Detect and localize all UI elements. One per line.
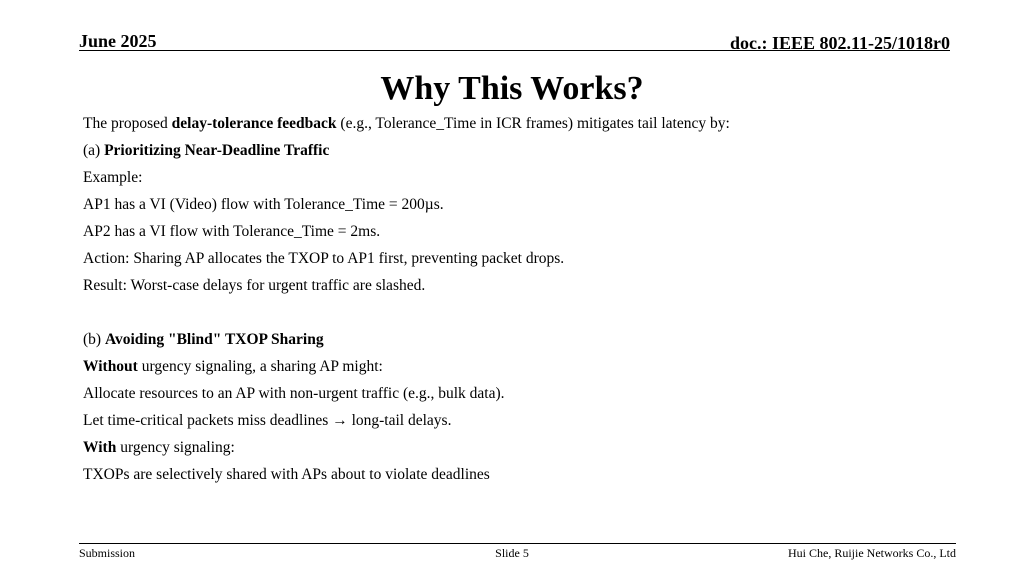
intro-suffix: (e.g., Tolerance_Time in ICR frames) mitigates tail latency by:: [336, 115, 730, 132]
section-b-prefix: (b): [83, 331, 105, 348]
section-b-title: Avoiding "Blind" TXOP Sharing: [104, 331, 324, 348]
section-a-line: Example:: [83, 169, 143, 186]
section-a-line: Action: Sharing AP allocates the TXOP to AP1 first, preventing packet drops.: [83, 250, 565, 267]
with-label: With: [83, 439, 117, 456]
footer-author: Hui Che, Ruijie Networks Co., Ltd: [788, 546, 956, 560]
section-b-line: Allocate resources to an AP with non-urgent traffic (e.g., bulk data).: [83, 385, 505, 402]
without-label: Without: [83, 358, 138, 375]
section-a-title: Prioritizing Near-Deadline Traffic: [104, 142, 330, 159]
slide-number: Slide 5: [495, 546, 529, 560]
section-b-heading: [83, 326, 963, 353]
section-a-line: AP2 has a VI flow with Tolerance_Time = 2ms.: [83, 223, 381, 240]
spacer: [83, 299, 963, 326]
intro-prefix: The proposed: [83, 115, 172, 132]
without-text: urgency signaling, a sharing AP might:: [137, 358, 383, 375]
intro-line: [83, 110, 963, 137]
footer-divider: [79, 543, 956, 544]
header-divider: [79, 50, 950, 51]
section-a-heading: [83, 137, 963, 164]
with-text: urgency signaling:: [116, 439, 235, 456]
section-a-line: AP1 has a VI (Video) flow with Tolerance_Time = 200µs.: [83, 196, 444, 213]
header-date: June 2025: [79, 31, 157, 51]
section-b-line: TXOPs are selectively shared with APs about to violate deadlines: [83, 466, 490, 483]
slide-body: [83, 110, 963, 488]
section-a-prefix: (a): [83, 142, 105, 159]
intro-bold-term: delay-tolerance feedback: [171, 115, 337, 132]
section-b-line: Let time-critical packets miss deadlines → long-tail delays.: [83, 412, 452, 429]
without-line: [83, 353, 963, 380]
document-id: doc.: IEEE 802.11-25/1018r0: [729, 33, 950, 53]
with-line: [83, 434, 963, 461]
section-a-line: Result: Worst-case delays for urgent traffic are slashed.: [83, 277, 426, 294]
footer-submission: Submission: [79, 546, 136, 560]
slide-title: Why This Works?: [380, 70, 644, 107]
